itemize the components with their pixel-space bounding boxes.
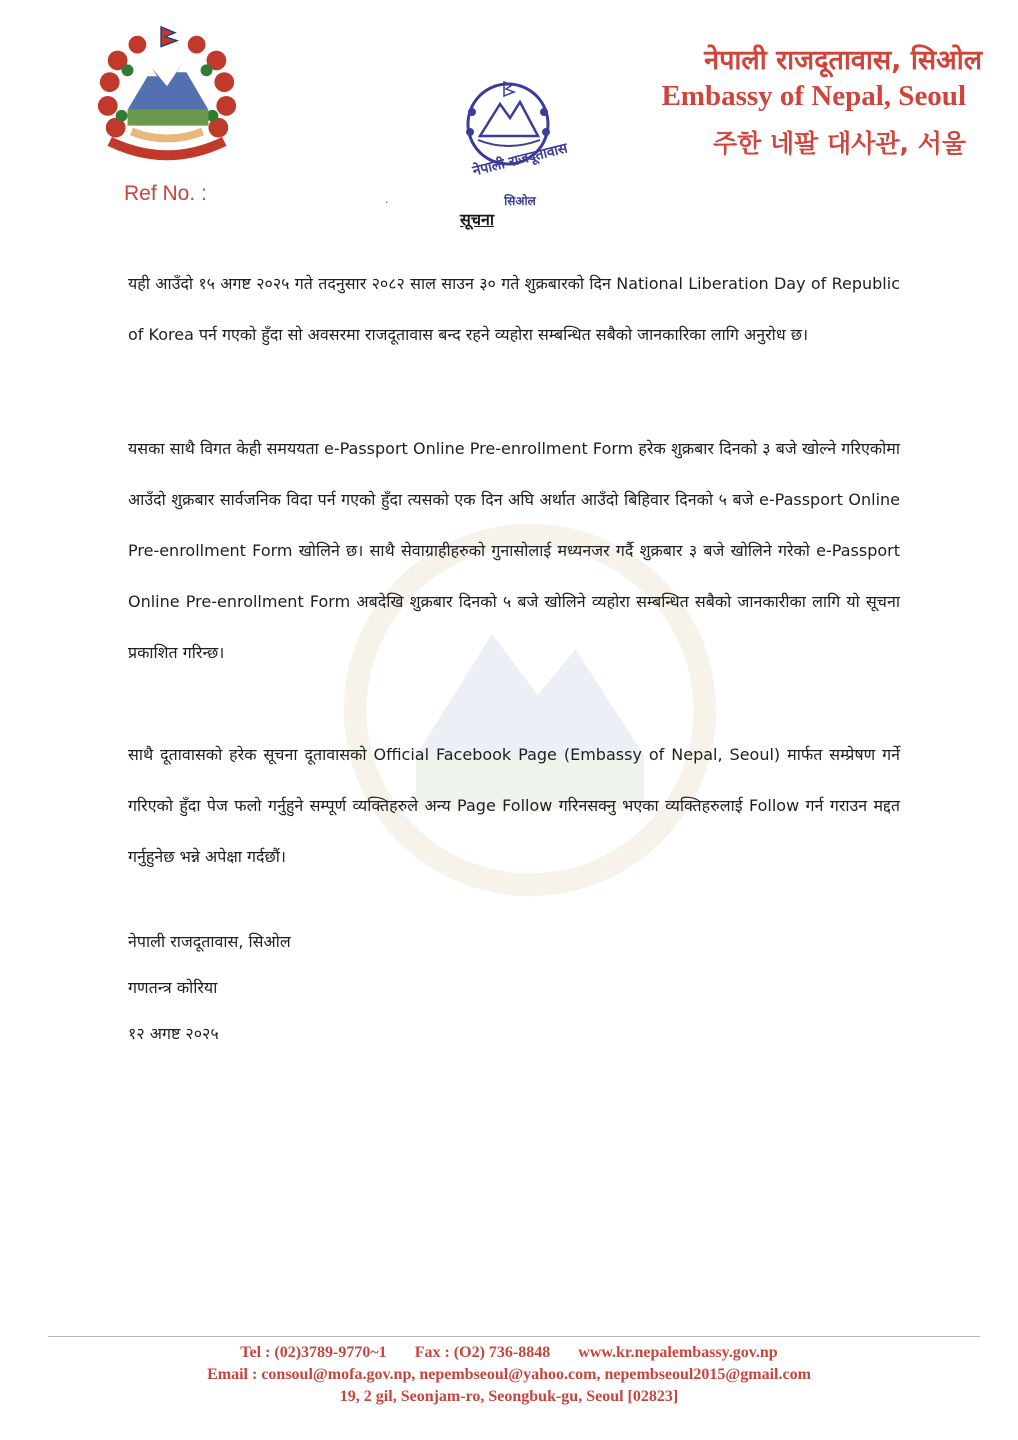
footer-address: 19, 2 gil, Seonjam-ro, Seongbuk-gu, Seoul [02823] xyxy=(339,1388,679,1405)
letterhead-title-korean: 주한 네팔 대사관, 서울 xyxy=(713,129,966,158)
letterhead-title-english: Embassy of Nepal, Seoul xyxy=(661,80,966,112)
footer-email[interactable]: Email : consoul@mofa.gov.np, nepembseoul@yahoo.com, nepembseoul2015@gmail.com xyxy=(207,1366,811,1383)
stamp-text-city: सिओल xyxy=(504,194,536,208)
footer-contact-line xyxy=(0,1344,1018,1362)
notice-paragraph-1: यही आउँदो १५ अगष्ट २०२५ गते तदनुसार २०८२ साल साउन ३० गते शुक्रबारको दिन National Liberation Day of Republic of Korea पर्न गएको हुँदा सो अवसरमा राजदूतावास बन्द रहने व्यहोरा सम्बन्धित सबैको जानकारिका लागि अनुरोध छ। xyxy=(128,274,900,344)
stamp-text-name: नेपाली राजदूतावास xyxy=(471,140,570,180)
signature-office: नेपाली राजदूतावास, सिओल xyxy=(128,932,291,951)
footer-fax: Fax : (O2) 736-8848 xyxy=(414,1344,551,1361)
ink-mark: · xyxy=(385,196,389,209)
footer-telephone: Tel : (02)3789-9770~1 xyxy=(240,1344,387,1361)
footer-divider xyxy=(48,1336,980,1337)
nepal-emblem-icon xyxy=(88,20,246,170)
footer-website-link[interactable]: www.kr.nepalembassy.gov.np xyxy=(578,1344,778,1361)
letterhead-title-nepali: नेपाली राजदूतावास, सिओल xyxy=(704,45,982,76)
notice-paragraph-2: यसका साथै विगत केही समययता e-Passport Online Pre-enrollment Form हरेक शुक्रबार दिनको ३ बजे खोल्ने गरिएकोमा आउँदो शुक्रबार सार्वजनिक विदा पर्न गएको हुँदा त्यसको एक दिन अघि अर्थात आउँदो बिहिवार दिनको ५ बजे e-Passport Online Pre-enrollment Form खोलिने छ। साथै सेवाग्राहीहरुको गुनासोलाई मध्यनजर गर्दै शुक्रबार ३ बजे खोलिने गरेको e-Passport Online Pre-enrollment Form अबदेखि शुक्रबार दिनको ५ बजे खोलिने व्यहोरा सम्बन्धित सबैको जानकारीका लागि यो सूचना प्रकाशित गरिन्छ। xyxy=(128,439,900,662)
reference-number-label: Ref No. : xyxy=(124,182,207,205)
notice-heading: सूचना xyxy=(460,210,495,229)
signature-date: १२ अगष्ट २०२५ xyxy=(128,1024,219,1043)
signature-country: गणतन्त्र कोरिया xyxy=(128,978,218,997)
notice-paragraph-3: साथै दूतावासको हरेक सूचना दूतावासको Official Facebook Page (Embassy of Nepal, Seoul) मार्फत सम्प्रेषण गर्ने गरिएको हुँदा पेज फलो गर्नुहुने सम्पूर्ण व्यक्तिहरुले अन्य Page Follow गरिनसक्नु भएका व्यक्तिहरुलाई Follow गर्न गराउन मद्दत गर्नुहुनेछ भन्ने अपेक्षा गर्दछौं। xyxy=(128,745,900,866)
